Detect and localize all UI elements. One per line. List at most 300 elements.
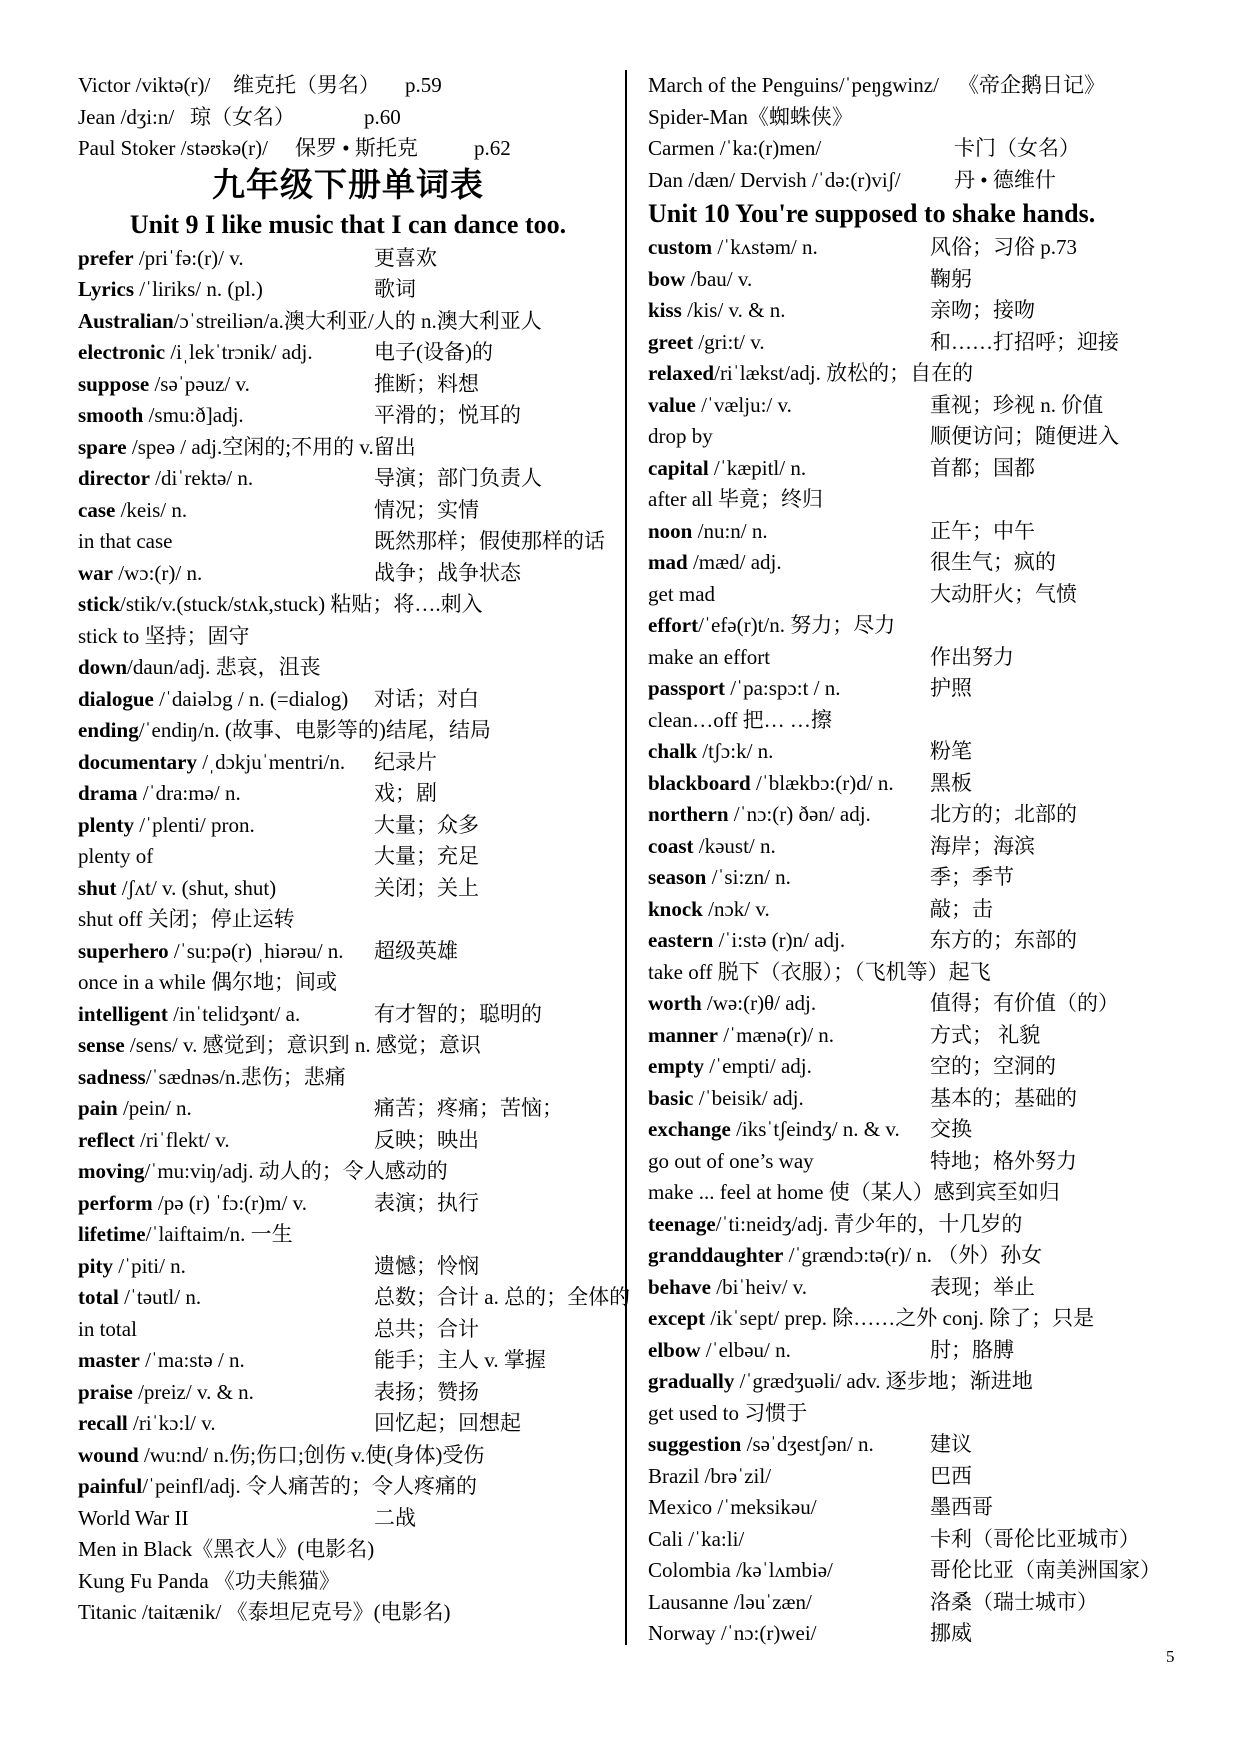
entry-word — [648, 862, 791, 894]
entry-definition: /speə / adj.空闲的;不用的 v.留出 — [126, 434, 416, 459]
vocabulary-entry — [78, 1471, 618, 1503]
vocabulary-entry — [648, 957, 1188, 989]
entry-definition: /ˈnɔ:(r) ðən/ adj. — [728, 802, 871, 826]
entry-word — [648, 1335, 791, 1367]
entry-word — [78, 652, 321, 684]
left-column — [78, 70, 631, 1629]
vocabulary-entry — [78, 967, 618, 999]
vocabulary-entry — [78, 999, 618, 1031]
entry-meaning: 纪录片 — [374, 749, 437, 774]
entry-word — [648, 1240, 1042, 1272]
entry-word — [648, 1114, 900, 1146]
vocabulary-entry — [78, 1314, 618, 1346]
vocabulary-entry — [78, 841, 618, 873]
entry-definition: /mæd/ adj. — [687, 550, 782, 574]
entry-word — [78, 1156, 448, 1188]
headword: intelligent — [78, 1001, 168, 1026]
entry-word — [78, 841, 153, 873]
vocabulary-entry — [78, 589, 618, 621]
headword: relaxed — [648, 361, 715, 385]
entry-word — [648, 1020, 834, 1052]
entry-definition: /səˈdʒestʃən/ n. — [741, 1432, 874, 1456]
entry-word — [78, 1408, 216, 1440]
entry-word — [648, 579, 715, 611]
entry-meaning: 电子(设备)的 — [374, 340, 493, 364]
vocabulary-entry — [648, 547, 1188, 579]
headword: effort — [648, 613, 699, 637]
entry-word — [78, 1314, 137, 1346]
headword: wound — [78, 1442, 139, 1467]
entry-definition: /ˈmænə(r)/ n. — [718, 1022, 835, 1047]
entry-word — [648, 1492, 817, 1524]
entry-meaning: 方式； 礼貌 — [930, 1022, 1041, 1047]
entry-word — [648, 1083, 804, 1115]
entry-word: Victor /viktə(r)/ — [78, 73, 211, 97]
entry-meaning: 粉笔 — [930, 739, 972, 763]
intro-row — [78, 70, 618, 102]
headword: sense — [78, 1033, 125, 1057]
entry-definition: /iˌlekˈtrɔnik/ adj. — [165, 340, 313, 364]
vocabulary-entry — [78, 243, 618, 275]
entry-word — [648, 1398, 807, 1430]
entry-word: Jean /dʒi:n/ — [78, 104, 175, 129]
entry-definition: Kung Fu Panda 《功夫熊猫》 — [78, 1568, 340, 1593]
entry-word — [648, 988, 816, 1020]
entry-definition: Mexico /ˈmeksikəu/ — [648, 1495, 817, 1519]
entry-word — [78, 684, 348, 716]
column-divider — [625, 70, 627, 1645]
vocabulary-entry — [648, 736, 1188, 768]
entry-meaning: 大动肝火；气愤 — [930, 581, 1077, 606]
entry-meaning: 能手；主人 v. 掌握 — [374, 1348, 546, 1372]
headword: coast — [648, 833, 694, 858]
entry-meaning: 更喜欢 — [374, 245, 437, 270]
intro-row — [648, 70, 1188, 102]
vocabulary-entry — [78, 873, 618, 905]
vocabulary-entry — [78, 1188, 618, 1220]
entry-word: Carmen /ˈka:(r)men/ — [648, 136, 822, 160]
entry-word — [78, 1377, 254, 1409]
entry-word — [78, 589, 483, 621]
entry-word — [648, 799, 871, 831]
entry-word — [648, 264, 752, 296]
entry-definition: /ˈgrændɔ:tə(r)/ n. （外）孙女 — [783, 1243, 1043, 1267]
vocabulary-entry — [78, 684, 618, 716]
entry-definition: /ˈpa:spɔ:t / n. — [725, 676, 841, 700]
entry-meaning: 总共；合计 — [374, 1316, 479, 1341]
entry-word — [648, 453, 806, 485]
entry-definition: /kis/ v. & n. — [681, 298, 786, 322]
entry-word — [648, 673, 841, 705]
headword: suppose — [78, 371, 150, 396]
vocabulary-entry — [648, 232, 1188, 264]
headword: dialogue — [78, 686, 154, 711]
entry-word: March of the Penguins/ˈpeŋgwinz/ — [648, 73, 939, 97]
entry-word — [78, 621, 250, 653]
entry-definition: Brazil /brəˈzil/ — [648, 1463, 772, 1488]
entry-meaning: 正午；中午 — [930, 518, 1035, 543]
headword: down — [78, 655, 128, 679]
entry-meaning: 建议 — [930, 1432, 972, 1456]
entry-word — [78, 1251, 186, 1283]
entry-definition: /ˈgrædʒuəli/ adv. 逐步地；渐进地 — [734, 1369, 1033, 1393]
entry-definition: /ˈlaiftaim/n. 一生 — [145, 1222, 293, 1246]
entry-definition: /bau/ v. — [685, 266, 753, 291]
entry-definition: /ˈi:stə (r)n/ adj. — [713, 928, 846, 952]
vocabulary-entry — [648, 1272, 1188, 1304]
entry-meaning: 哥伦比亚（南美洲国家） — [930, 1558, 1161, 1582]
entry-meaning: 导演；部门负责人 — [374, 466, 542, 490]
entry-definition: /priˈfə:(r)/ v. — [133, 245, 244, 270]
entry-meaning: 既然那样；假使那样的话 — [374, 529, 605, 553]
entry-definition: /biˈheiv/ v. — [711, 1274, 808, 1299]
entry-meaning: 有才智的；聪明的 — [374, 1001, 542, 1026]
entry-definition: /pein/ n. — [117, 1096, 192, 1120]
vocabulary-entry — [648, 768, 1188, 800]
vocabulary-entry — [648, 1209, 1188, 1241]
entry-meaning: 挪威 — [930, 1621, 972, 1645]
entry-page: p.59 — [405, 73, 442, 97]
vocabulary-entry — [648, 1177, 1188, 1209]
entry-word — [78, 1062, 346, 1094]
entry-definition: /ˈefə(r)t/n. 努力；尽力 — [698, 613, 896, 637]
headword: recall — [78, 1411, 128, 1435]
vocabulary-entry — [78, 1566, 618, 1598]
entry-definition: /wə:(r)θ/ adj. — [701, 991, 817, 1015]
entry-word — [78, 967, 337, 999]
entry-word — [648, 1366, 1033, 1398]
vocabulary-entry — [78, 558, 618, 590]
vocabulary-entry — [648, 1524, 1188, 1556]
entry-meaning: 二战 — [374, 1505, 416, 1530]
entry-definition: /daun/adj. 悲哀，沮丧 — [127, 655, 321, 679]
entry-word — [78, 1219, 293, 1251]
entry-word — [648, 1177, 1060, 1209]
entry-meaning: 痛苦；疼痛；苦恼； — [374, 1096, 563, 1120]
headword: eastern — [648, 928, 714, 952]
headword: smooth — [78, 403, 144, 427]
entry-word — [78, 243, 244, 275]
headword: superhero — [78, 938, 169, 963]
headword: spare — [78, 434, 127, 459]
entry-meaning: 表扬；赞扬 — [374, 1379, 479, 1404]
headword: electronic — [78, 340, 166, 364]
entry-word — [648, 1587, 812, 1619]
entry-word — [648, 1209, 1022, 1241]
entry-meaning: 回忆起；回想起 — [374, 1411, 521, 1435]
entry-meaning: 敲；击 — [930, 896, 993, 921]
entry-word — [648, 705, 832, 737]
headword: capital — [648, 455, 709, 480]
vocabulary-entry — [648, 327, 1188, 359]
entry-word: Dan /dæn/ Dervish /ˈdə:(r)viʃ/ — [648, 167, 901, 192]
headword: painful — [78, 1474, 143, 1498]
vocabulary-entry — [78, 1030, 618, 1062]
headword: passport — [648, 676, 726, 700]
headword: case — [78, 497, 116, 522]
vocabulary-entry — [648, 1240, 1188, 1272]
entry-meaning: 交换 — [930, 1117, 972, 1141]
headword: worth — [648, 991, 702, 1015]
headword: gradually — [648, 1369, 735, 1393]
entry-word — [648, 390, 792, 422]
intro-row — [78, 102, 618, 134]
entry-definition: in total — [78, 1316, 137, 1341]
headword: season — [648, 865, 707, 889]
entry-meaning: 对话；对白 — [374, 686, 479, 711]
entry-definition: get mad — [648, 581, 716, 606]
entry-word — [648, 1524, 744, 1556]
vocabulary-entry — [78, 652, 618, 684]
entry-word — [648, 516, 768, 548]
vocabulary-entry — [648, 1303, 1188, 1335]
entry-word — [648, 1303, 1094, 1335]
vocabulary-entry — [78, 400, 618, 432]
entry-meaning: 大量；充足 — [374, 844, 479, 868]
headword: knock — [648, 896, 703, 921]
entry-word — [78, 1345, 245, 1377]
entry-definition: /keis/ n. — [115, 497, 188, 522]
entry-word — [648, 1146, 814, 1178]
vocabulary-entry — [78, 306, 618, 338]
entry-meaning: 肘；胳膊 — [930, 1337, 1014, 1362]
entry-word — [78, 306, 542, 338]
vocabulary-entry — [78, 1093, 618, 1125]
headword: manner — [648, 1022, 718, 1047]
entry-word — [648, 925, 845, 957]
entry-word — [78, 904, 295, 936]
entry-definition: /nɔk/ v. — [702, 896, 770, 921]
entry-definition: /ˈkæpitl/ n. — [708, 455, 807, 480]
entry-word — [78, 1030, 481, 1062]
entry-word — [78, 495, 187, 527]
headword: sadness — [78, 1064, 146, 1089]
entry-meaning: 空的；空洞的 — [930, 1054, 1056, 1078]
headword: Lyrics — [78, 277, 134, 301]
vocabulary-entry — [648, 579, 1188, 611]
headword: custom — [648, 235, 713, 259]
entry-meaning: 戏；剧 — [374, 781, 437, 805]
headword: greet — [648, 329, 694, 354]
vocabulary-entry — [78, 1345, 618, 1377]
headword: lifetime — [78, 1222, 146, 1246]
entry-word — [648, 1051, 812, 1083]
entry-word — [78, 873, 276, 905]
entry-definition: in that case — [78, 529, 173, 553]
entry-word — [648, 327, 765, 359]
headword: stick — [78, 592, 120, 616]
entry-word — [78, 1440, 484, 1472]
vocabulary-entry — [78, 1597, 618, 1629]
vocabulary-entry — [78, 369, 618, 401]
entry-definition: /ˈplenti/ pron. — [134, 812, 255, 837]
entry-meaning: 大量；众多 — [374, 812, 479, 837]
vocabulary-entry — [648, 1587, 1188, 1619]
vocabulary-entry — [648, 1083, 1188, 1115]
vocabulary-entry — [78, 1156, 618, 1188]
entry-word — [648, 1429, 874, 1461]
headword: chalk — [648, 739, 698, 763]
entry-word — [78, 337, 313, 369]
entry-definition: make an effort — [648, 644, 771, 669]
headword: suggestion — [648, 1432, 742, 1456]
vocabulary-entry — [648, 516, 1188, 548]
entry-word — [648, 358, 973, 390]
vocabulary-entry — [648, 894, 1188, 926]
vocabulary-entry — [648, 484, 1188, 516]
entry-meaning: 战争；战争状态 — [374, 560, 521, 585]
vocabulary-list — [648, 232, 1188, 1650]
entry-definition: get used to 习惯于 — [648, 1400, 808, 1425]
entry-definition: /ˈsu:pə(r) ˌhiərəu/ n. — [168, 938, 344, 963]
entry-word — [648, 421, 713, 453]
entry-word — [78, 1188, 307, 1220]
entry-meaning: 推断；料想 — [374, 371, 479, 396]
headword: master — [78, 1348, 140, 1372]
headword: praise — [78, 1379, 133, 1404]
entry-word — [78, 1566, 340, 1598]
vocabulary-entry — [648, 1398, 1188, 1430]
entry-word — [78, 1534, 374, 1566]
page-number: 5 — [1166, 1647, 1175, 1666]
entry-definition: /pə (r) ˈfɔ:(r)m/ v. — [152, 1190, 307, 1215]
vocabulary-entry — [78, 274, 618, 306]
headword: plenty — [78, 812, 135, 837]
headword: blackboard — [648, 770, 751, 795]
entry-definition: /ˈempti/ adj. — [704, 1054, 812, 1078]
entry-word — [648, 484, 823, 516]
entry-definition: /ˈsædnəs/n.悲伤；悲痛 — [145, 1064, 346, 1089]
entry-definition: /ˈliriks/ n. (pl.) — [134, 277, 263, 301]
vocabulary-entry — [78, 1440, 618, 1472]
entry-word — [648, 894, 770, 926]
vocabulary-entry — [648, 1020, 1188, 1052]
vocabulary-entry — [78, 1251, 618, 1283]
entry-definition: /ˈpeinfl/adj. 令人痛苦的；令人疼痛的 — [142, 1474, 478, 1498]
entry-page: p.60 — [364, 104, 401, 129]
intro-row — [648, 165, 1188, 197]
entry-definition: /riˈflekt/ v. — [134, 1127, 230, 1152]
entry-definition: /ˈbeisik/ adj. — [693, 1085, 804, 1110]
vocabulary-entry — [648, 295, 1188, 327]
headword: war — [78, 560, 113, 585]
entry-meaning: 重视；珍视 n. 价值 — [930, 392, 1104, 417]
vocabulary-entry — [648, 264, 1188, 296]
entry-word — [78, 1471, 477, 1503]
entry-word — [78, 810, 255, 842]
entry-word: Spider-Man《蜘蛛侠》 — [648, 104, 853, 129]
intro-row — [78, 133, 618, 165]
entry-meaning: 《帝企鹅日记》 — [958, 73, 1105, 97]
entry-meaning: 海岸；海滨 — [930, 833, 1035, 858]
vocabulary-entry — [78, 495, 618, 527]
entry-definition: clean…off 把… …擦 — [648, 707, 832, 732]
entry-word — [78, 1093, 192, 1125]
entry-word — [648, 610, 895, 642]
entry-meaning: 表现；举止 — [930, 1274, 1035, 1299]
headword: pain — [78, 1096, 118, 1120]
headword: reflect — [78, 1127, 135, 1152]
entry-definition: /ˈsi:zn/ n. — [706, 865, 791, 889]
entry-meaning: 首都；国都 — [930, 455, 1035, 480]
entry-meaning: 风俗；习俗 p.73 — [930, 235, 1077, 259]
entry-definition: make ... feel at home 使（某人）感到宾至如归 — [648, 1180, 1060, 1204]
entry-definition: /ˌdɔkjuˈmentri/n. — [197, 749, 346, 774]
entry-definition: Men in Black《黑衣人》(电影名) — [78, 1537, 375, 1561]
entry-meaning: 和……打招呼；迎接 — [930, 329, 1119, 354]
vocabulary-entry — [78, 1125, 618, 1157]
headword: northern — [648, 802, 729, 826]
entry-word — [648, 642, 770, 674]
vocabulary-entry — [78, 1062, 618, 1094]
entry-meaning: 很生气；疯的 — [930, 550, 1056, 574]
vocabulary-entry — [648, 453, 1188, 485]
entry-definition: plenty of — [78, 844, 154, 868]
vocabulary-entry — [78, 936, 618, 968]
entry-definition: /preiz/ v. & n. — [132, 1379, 254, 1404]
vocabulary-entry — [648, 831, 1188, 863]
headword: ending — [78, 718, 139, 742]
entry-word — [78, 778, 241, 810]
entry-meaning: 东方的；东部的 — [930, 928, 1077, 952]
entry-meaning: 丹 • 德维什 — [954, 167, 1056, 192]
vocabulary-list — [78, 243, 631, 1629]
entry-definition: Colombia /kəˈlʌmbiə/ — [648, 1558, 833, 1582]
entry-definition: take off 脱下（衣服）；（飞机等）起飞 — [648, 959, 991, 984]
right-column — [648, 70, 1188, 1650]
entry-definition: /inˈtelidʒənt/ a. — [167, 1001, 301, 1026]
vocabulary-entry — [648, 1335, 1188, 1367]
entry-meaning: 反映；映出 — [374, 1127, 479, 1152]
headword: basic — [648, 1085, 694, 1110]
vocabulary-entry — [648, 1429, 1188, 1461]
vocabulary-entry — [78, 1503, 618, 1535]
entry-definition: /ˈmu:viŋ/adj. 动人的；令人感动的 — [144, 1159, 448, 1183]
entry-word — [78, 558, 202, 590]
entry-definition: /stik/v.(stuck/stʌk,stuck) 粘贴；将….刺入 — [120, 592, 483, 616]
entry-meaning: 表演；执行 — [374, 1190, 479, 1215]
entry-definition: stick to 坚持；固守 — [78, 623, 250, 648]
entry-definition: /ˈendiŋ/n. (故事、电影等的)结尾，结局 — [138, 718, 491, 742]
entry-meaning: 特地；格外努力 — [930, 1148, 1077, 1173]
headword: granddaughter — [648, 1243, 784, 1267]
vocabulary-entry — [78, 432, 618, 464]
entry-meaning: 维克托（男名） — [233, 73, 380, 97]
vocabulary-entry — [648, 925, 1188, 957]
entry-word — [648, 1555, 833, 1587]
entry-meaning: 总数；合计 a. 总的；全体的 — [374, 1285, 631, 1309]
vocabulary-entry — [78, 463, 618, 495]
entry-definition: /ɔˈstreiliən/a.澳大利亚/人的 n.澳大利亚人 — [173, 308, 542, 333]
entry-definition: /wu:nd/ n.伤;伤口;创伤 v.使(身体)受伤 — [138, 1442, 485, 1467]
headword: prefer — [78, 245, 134, 270]
headword: elbow — [648, 1337, 701, 1362]
headword: except — [648, 1306, 706, 1330]
headword: shut — [78, 875, 117, 900]
entry-definition: /diˈrektə/ n. — [149, 466, 254, 490]
entry-definition: after all 毕竟；终归 — [648, 487, 823, 511]
entry-word — [78, 432, 416, 464]
headword: moving — [78, 1159, 145, 1183]
vocabulary-entry — [78, 1377, 618, 1409]
vocabulary-entry — [648, 1051, 1188, 1083]
entry-definition: go out of one’s way — [648, 1148, 814, 1173]
vocabulary-entry — [78, 1408, 618, 1440]
entry-word — [648, 736, 773, 768]
entry-definition: /tʃɔ:k/ n. — [697, 739, 774, 763]
page-title: 九年级下册单词表 — [212, 167, 484, 204]
vocabulary-entry — [78, 810, 618, 842]
